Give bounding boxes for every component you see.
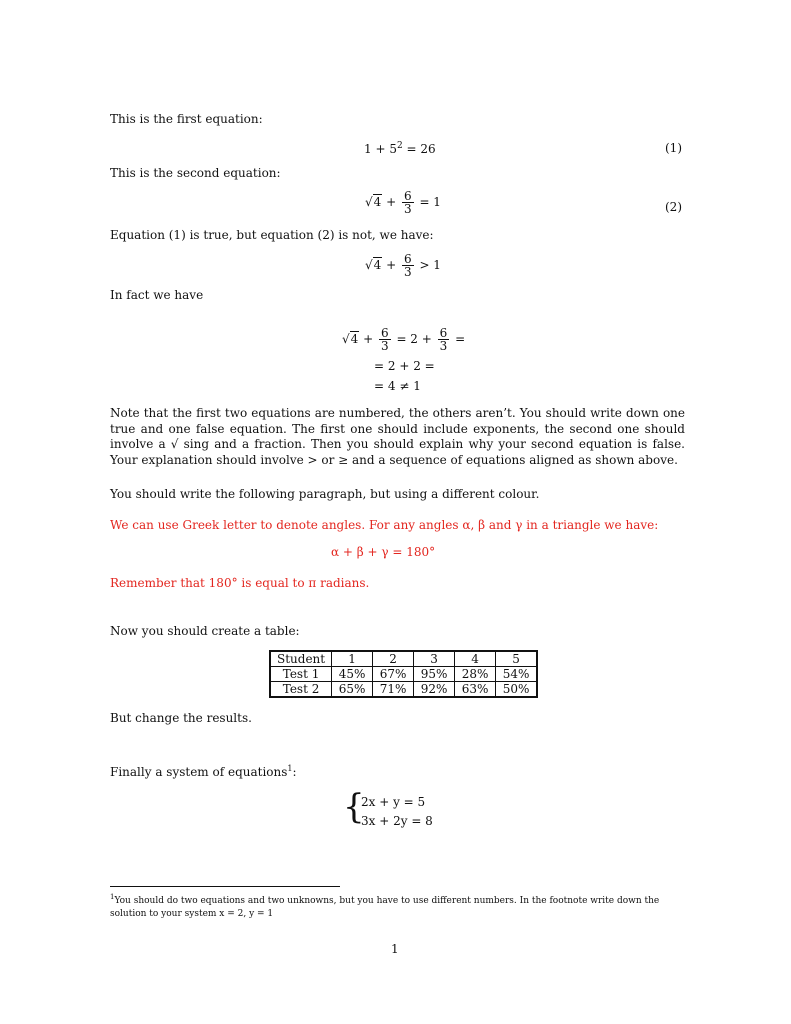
equation-statement: Equation (1) is true, but equation (2) is not, we have: <box>110 228 434 242</box>
equation-2-number: (2) <box>665 200 682 214</box>
table-cell: 95% <box>414 667 455 682</box>
note-paragraph: Note that the first two equations are numbered, the others aren’t. You should write down one true and one false equation. The first one should include exponents, the second one should involve a √ sing and a fraction. Then you should explain why your second equation is false. Your explanation should involve > or ≥ and a sequence of equations aligned as shown above. <box>110 406 685 467</box>
system-intro <box>110 764 297 779</box>
table-cell: 28% <box>455 667 496 682</box>
table-after: But change the results. <box>110 711 252 725</box>
inequality <box>365 253 441 278</box>
equation-2-rhs: = 1 <box>415 195 441 209</box>
fraction <box>438 327 450 352</box>
equation-1-exponent: 2 <box>396 141 403 151</box>
equation-2 <box>365 190 441 215</box>
system-line-2: 3x + 2y = 8 <box>361 814 433 828</box>
second-equation-label: This is the second equation: <box>110 166 281 180</box>
fraction-denominator: 3 <box>403 265 412 279</box>
footnote <box>110 891 685 921</box>
fraction-numerator: 6 <box>403 189 412 203</box>
sqrt-symbol: √4 <box>365 195 382 209</box>
equation-1-rhs: = 26 <box>402 142 436 156</box>
plus-sign: + <box>382 258 400 272</box>
table-header-cell: 5 <box>496 651 538 667</box>
equation-1 <box>364 141 436 156</box>
table-intro: Now you should create a table: <box>110 624 300 638</box>
footnote-number: 1 <box>110 893 115 901</box>
system-brace: { <box>343 787 365 827</box>
fraction-numerator: 6 <box>380 326 389 340</box>
sqrt-argument: 4 <box>373 258 382 272</box>
table-cell: 50% <box>496 682 538 698</box>
aligned-line-3: = 4 ≠ 1 <box>374 379 421 393</box>
fraction <box>379 327 391 352</box>
sqrt-argument: 4 <box>373 195 382 209</box>
system-intro-end: : <box>292 765 297 779</box>
fraction-numerator: 6 <box>403 252 412 266</box>
first-equation-label: This is the first equation: <box>110 112 263 126</box>
inequality-rhs: > 1 <box>415 258 441 272</box>
sqrt-symbol: √4 <box>365 258 382 272</box>
red-line-2: Remember that 180° is equal to π radians. <box>110 576 370 590</box>
sqrt-argument: 4 <box>350 332 359 346</box>
table-cell: Test 2 <box>270 682 332 698</box>
table-header-cell: Student <box>270 651 332 667</box>
fraction-denominator: 3 <box>380 339 389 353</box>
table-cell: 63% <box>455 682 496 698</box>
equation-1-number: (1) <box>665 141 682 155</box>
table-cell: 67% <box>373 667 414 682</box>
sqrt-symbol: √4 <box>342 332 359 346</box>
table-cell: Test 1 <box>270 667 332 682</box>
table-row <box>270 667 537 682</box>
table-header-cell: 2 <box>373 651 414 667</box>
fraction-denominator: 3 <box>439 339 448 353</box>
footnote-rule <box>110 886 340 887</box>
aligned-line-2: = 2 + 2 = <box>374 359 435 373</box>
aligned-line-1-end: = <box>451 332 466 346</box>
system-intro-text: Finally a system of equations <box>110 765 288 779</box>
equation-1-lhs: 1 + 5 <box>364 142 397 156</box>
table-cell: 71% <box>373 682 414 698</box>
angle-sum-equation: α + β + γ = 180° <box>331 545 436 559</box>
aligned-line-1-mid: = 2 + <box>392 332 436 346</box>
fraction <box>402 190 414 215</box>
red-line-1: We can use Greek letter to denote angles. For any angles α, β and γ in a triangle we have: <box>110 518 659 532</box>
plus-sign: + <box>359 332 377 346</box>
table-header-cell: 4 <box>455 651 496 667</box>
system-line-1: 2x + y = 5 <box>361 795 426 809</box>
colour-instruction: You should write the following paragraph, but using a different colour. <box>110 487 540 501</box>
table-header-cell: 3 <box>414 651 455 667</box>
table-header-row <box>270 651 537 667</box>
page-number: 1 <box>391 942 399 956</box>
table-cell: 45% <box>332 667 373 682</box>
fraction <box>402 253 414 278</box>
fraction-numerator: 6 <box>439 326 448 340</box>
footnote-text: You should do two equations and two unknowns, but you have to use different numbers. In the footnote write down the solution to your system x = 2, y = 1 <box>110 896 660 919</box>
fraction-denominator: 3 <box>403 202 412 216</box>
table-row <box>270 682 537 698</box>
plus-sign: + <box>382 195 400 209</box>
aligned-line-1 <box>342 327 465 352</box>
table-cell: 65% <box>332 682 373 698</box>
table-header-cell: 1 <box>332 651 373 667</box>
table-cell: 92% <box>414 682 455 698</box>
results-table <box>269 650 538 698</box>
table-cell: 54% <box>496 667 538 682</box>
in-fact-label: In fact we have <box>110 288 204 302</box>
footnote-mark: 1 <box>287 764 293 773</box>
